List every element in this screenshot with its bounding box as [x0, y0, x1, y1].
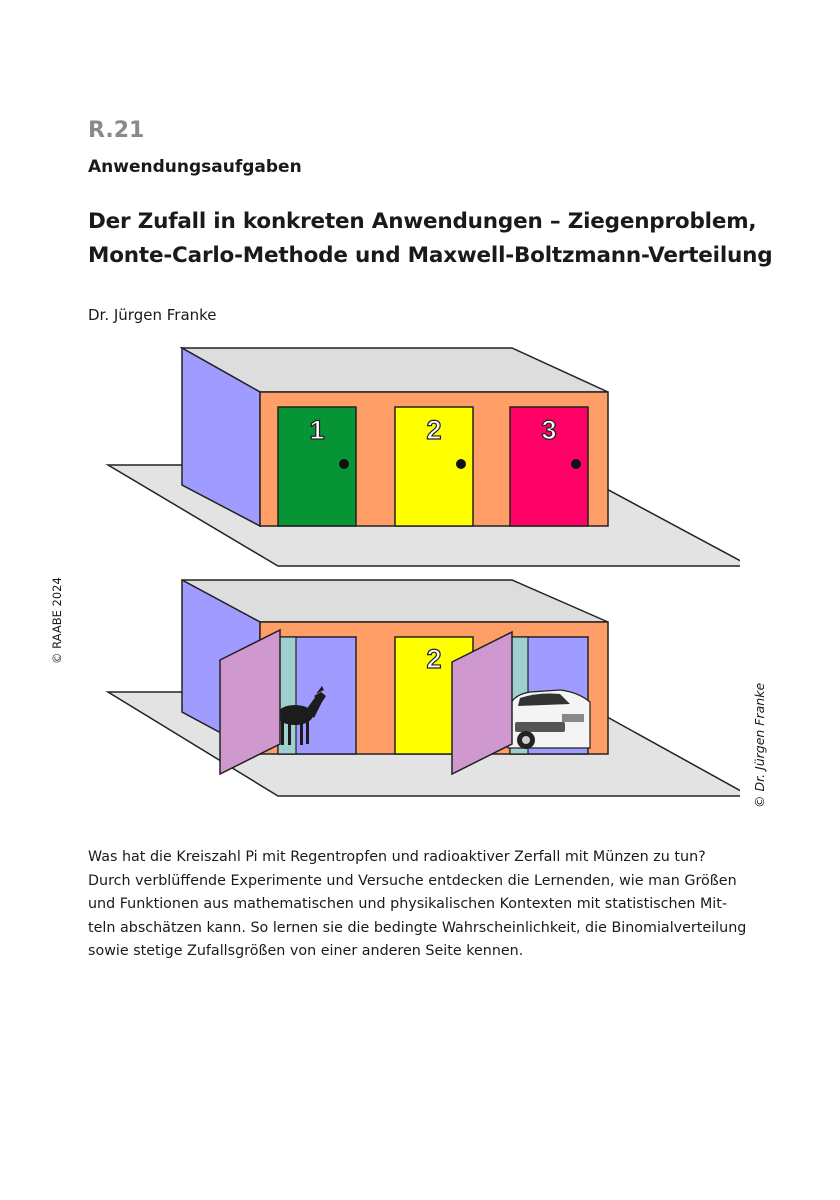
door-1-number: 1 [309, 415, 325, 445]
illustration-copyright: © Dr. Jürgen Franke [752, 682, 767, 808]
intro-line: und Funktionen aus mathematischen und physikalischen Kontexten mit statistischen Mit- [88, 896, 728, 912]
title-line-2: Monte-Carlo-Methode und Maxwell-Boltzmann-Verteilung [88, 243, 773, 268]
category-label: Anwendungsaufgaben [88, 157, 302, 177]
door-3-knob [571, 459, 581, 469]
page-title [88, 205, 773, 273]
door-2-knob [456, 459, 466, 469]
closed-garage [108, 348, 740, 566]
intro-line: Durch verblüffende Experimente und Versuche entdecken die Lernenden, wie man Größen [88, 872, 737, 889]
intro-line: teln abschätzen kann. So lernen sie die bedingte Wahrscheinlichkeit, die Binomialverteilung [88, 919, 747, 936]
monty-hall-garages-illustration [90, 340, 740, 810]
door-2-number: 2 [426, 644, 442, 674]
door-2-number: 2 [426, 415, 442, 445]
intro-line: Was hat die Kreiszahl Pi mit Regentropfen und radioaktiver Zerfall mit Münzen zu tun? [88, 849, 706, 865]
publisher-copyright: © RAABE 2024 [50, 577, 64, 664]
author-name: Dr. Jürgen Franke [88, 306, 217, 324]
intro-text [88, 846, 753, 964]
intro-line: sowie stetige Zufallsgrößen von einer anderen Seite kennen. [88, 943, 524, 959]
door-3-number: 3 [541, 415, 557, 445]
title-line-1: Der Zufall in konkreten Anwendungen – Ziegenproblem, [88, 209, 757, 234]
door-1-knob [339, 459, 349, 469]
opened-garage [108, 580, 740, 796]
car-icon [508, 690, 590, 749]
lesson-code: R.21 [88, 118, 145, 143]
